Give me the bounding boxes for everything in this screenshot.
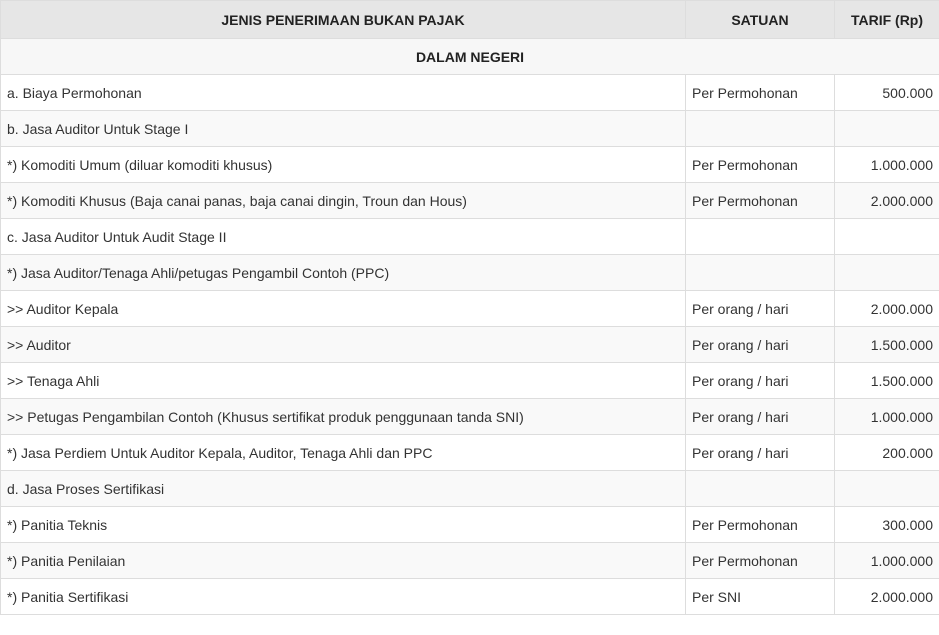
row-tariff: 1.000.000 xyxy=(835,543,939,579)
row-tariff: 2.000.000 xyxy=(835,183,939,219)
row-item: *) Jasa Perdiem Untuk Auditor Kepala, Auditor, Tenaga Ahli dan PPC xyxy=(1,435,686,471)
row-unit xyxy=(686,111,835,147)
table-row xyxy=(1,327,939,363)
table-row xyxy=(1,507,939,543)
row-tariff: 2.000.000 xyxy=(835,579,939,615)
table-row xyxy=(1,291,939,327)
row-tariff: 1.000.000 xyxy=(835,147,939,183)
table-row xyxy=(1,183,939,219)
row-item: *) Jasa Auditor/Tenaga Ahli/petugas Pengambil Contoh (PPC) xyxy=(1,255,686,291)
table-row xyxy=(1,471,939,507)
table-row xyxy=(1,399,939,435)
row-unit: Per Permohonan xyxy=(686,183,835,219)
row-item: *) Komoditi Khusus (Baja canai panas, baja canai dingin, Troun dan Hous) xyxy=(1,183,686,219)
table-row xyxy=(1,543,939,579)
row-item: b. Jasa Auditor Untuk Stage I xyxy=(1,111,686,147)
row-item: *) Panitia Penilaian xyxy=(1,543,686,579)
row-unit: Per Permohonan xyxy=(686,147,835,183)
row-item: *) Panitia Teknis xyxy=(1,507,686,543)
row-unit: Per Permohonan xyxy=(686,543,835,579)
header-row xyxy=(1,1,939,39)
header-tariff: TARIF (Rp) xyxy=(835,1,939,39)
table-row xyxy=(1,147,939,183)
row-tariff: 1.500.000 xyxy=(835,327,939,363)
row-unit xyxy=(686,219,835,255)
row-tariff xyxy=(835,219,939,255)
table-row xyxy=(1,111,939,147)
row-item: >> Auditor xyxy=(1,327,686,363)
header-item: JENIS PENERIMAAN BUKAN PAJAK xyxy=(1,1,686,39)
row-unit: Per orang / hari xyxy=(686,327,835,363)
row-item: >> Auditor Kepala xyxy=(1,291,686,327)
row-tariff: 500.000 xyxy=(835,75,939,111)
section-row xyxy=(1,39,939,75)
row-unit: Per SNI xyxy=(686,579,835,615)
section-title: DALAM NEGERI xyxy=(1,39,939,75)
row-tariff xyxy=(835,471,939,507)
row-tariff: 1.500.000 xyxy=(835,363,939,399)
row-item: c. Jasa Auditor Untuk Audit Stage II xyxy=(1,219,686,255)
table-row xyxy=(1,255,939,291)
row-item: >> Petugas Pengambilan Contoh (Khusus sertifikat produk penggunaan tanda SNI) xyxy=(1,399,686,435)
table-row xyxy=(1,75,939,111)
row-item: a. Biaya Permohonan xyxy=(1,75,686,111)
row-tariff xyxy=(835,255,939,291)
row-tariff xyxy=(835,111,939,147)
table-row xyxy=(1,363,939,399)
row-unit: Per orang / hari xyxy=(686,435,835,471)
row-item: d. Jasa Proses Sertifikasi xyxy=(1,471,686,507)
table-row xyxy=(1,435,939,471)
table-row xyxy=(1,579,939,615)
row-item: *) Panitia Sertifikasi xyxy=(1,579,686,615)
row-tariff: 1.000.000 xyxy=(835,399,939,435)
row-unit: Per orang / hari xyxy=(686,291,835,327)
row-tariff: 300.000 xyxy=(835,507,939,543)
row-tariff: 2.000.000 xyxy=(835,291,939,327)
row-unit: Per Permohonan xyxy=(686,75,835,111)
row-unit: Per Permohonan xyxy=(686,507,835,543)
row-unit: Per orang / hari xyxy=(686,363,835,399)
table-row xyxy=(1,219,939,255)
row-unit xyxy=(686,471,835,507)
row-item: >> Tenaga Ahli xyxy=(1,363,686,399)
row-item: *) Komoditi Umum (diluar komoditi khusus) xyxy=(1,147,686,183)
row-tariff: 200.000 xyxy=(835,435,939,471)
row-unit: Per orang / hari xyxy=(686,399,835,435)
row-unit xyxy=(686,255,835,291)
header-unit: SATUAN xyxy=(686,1,835,39)
